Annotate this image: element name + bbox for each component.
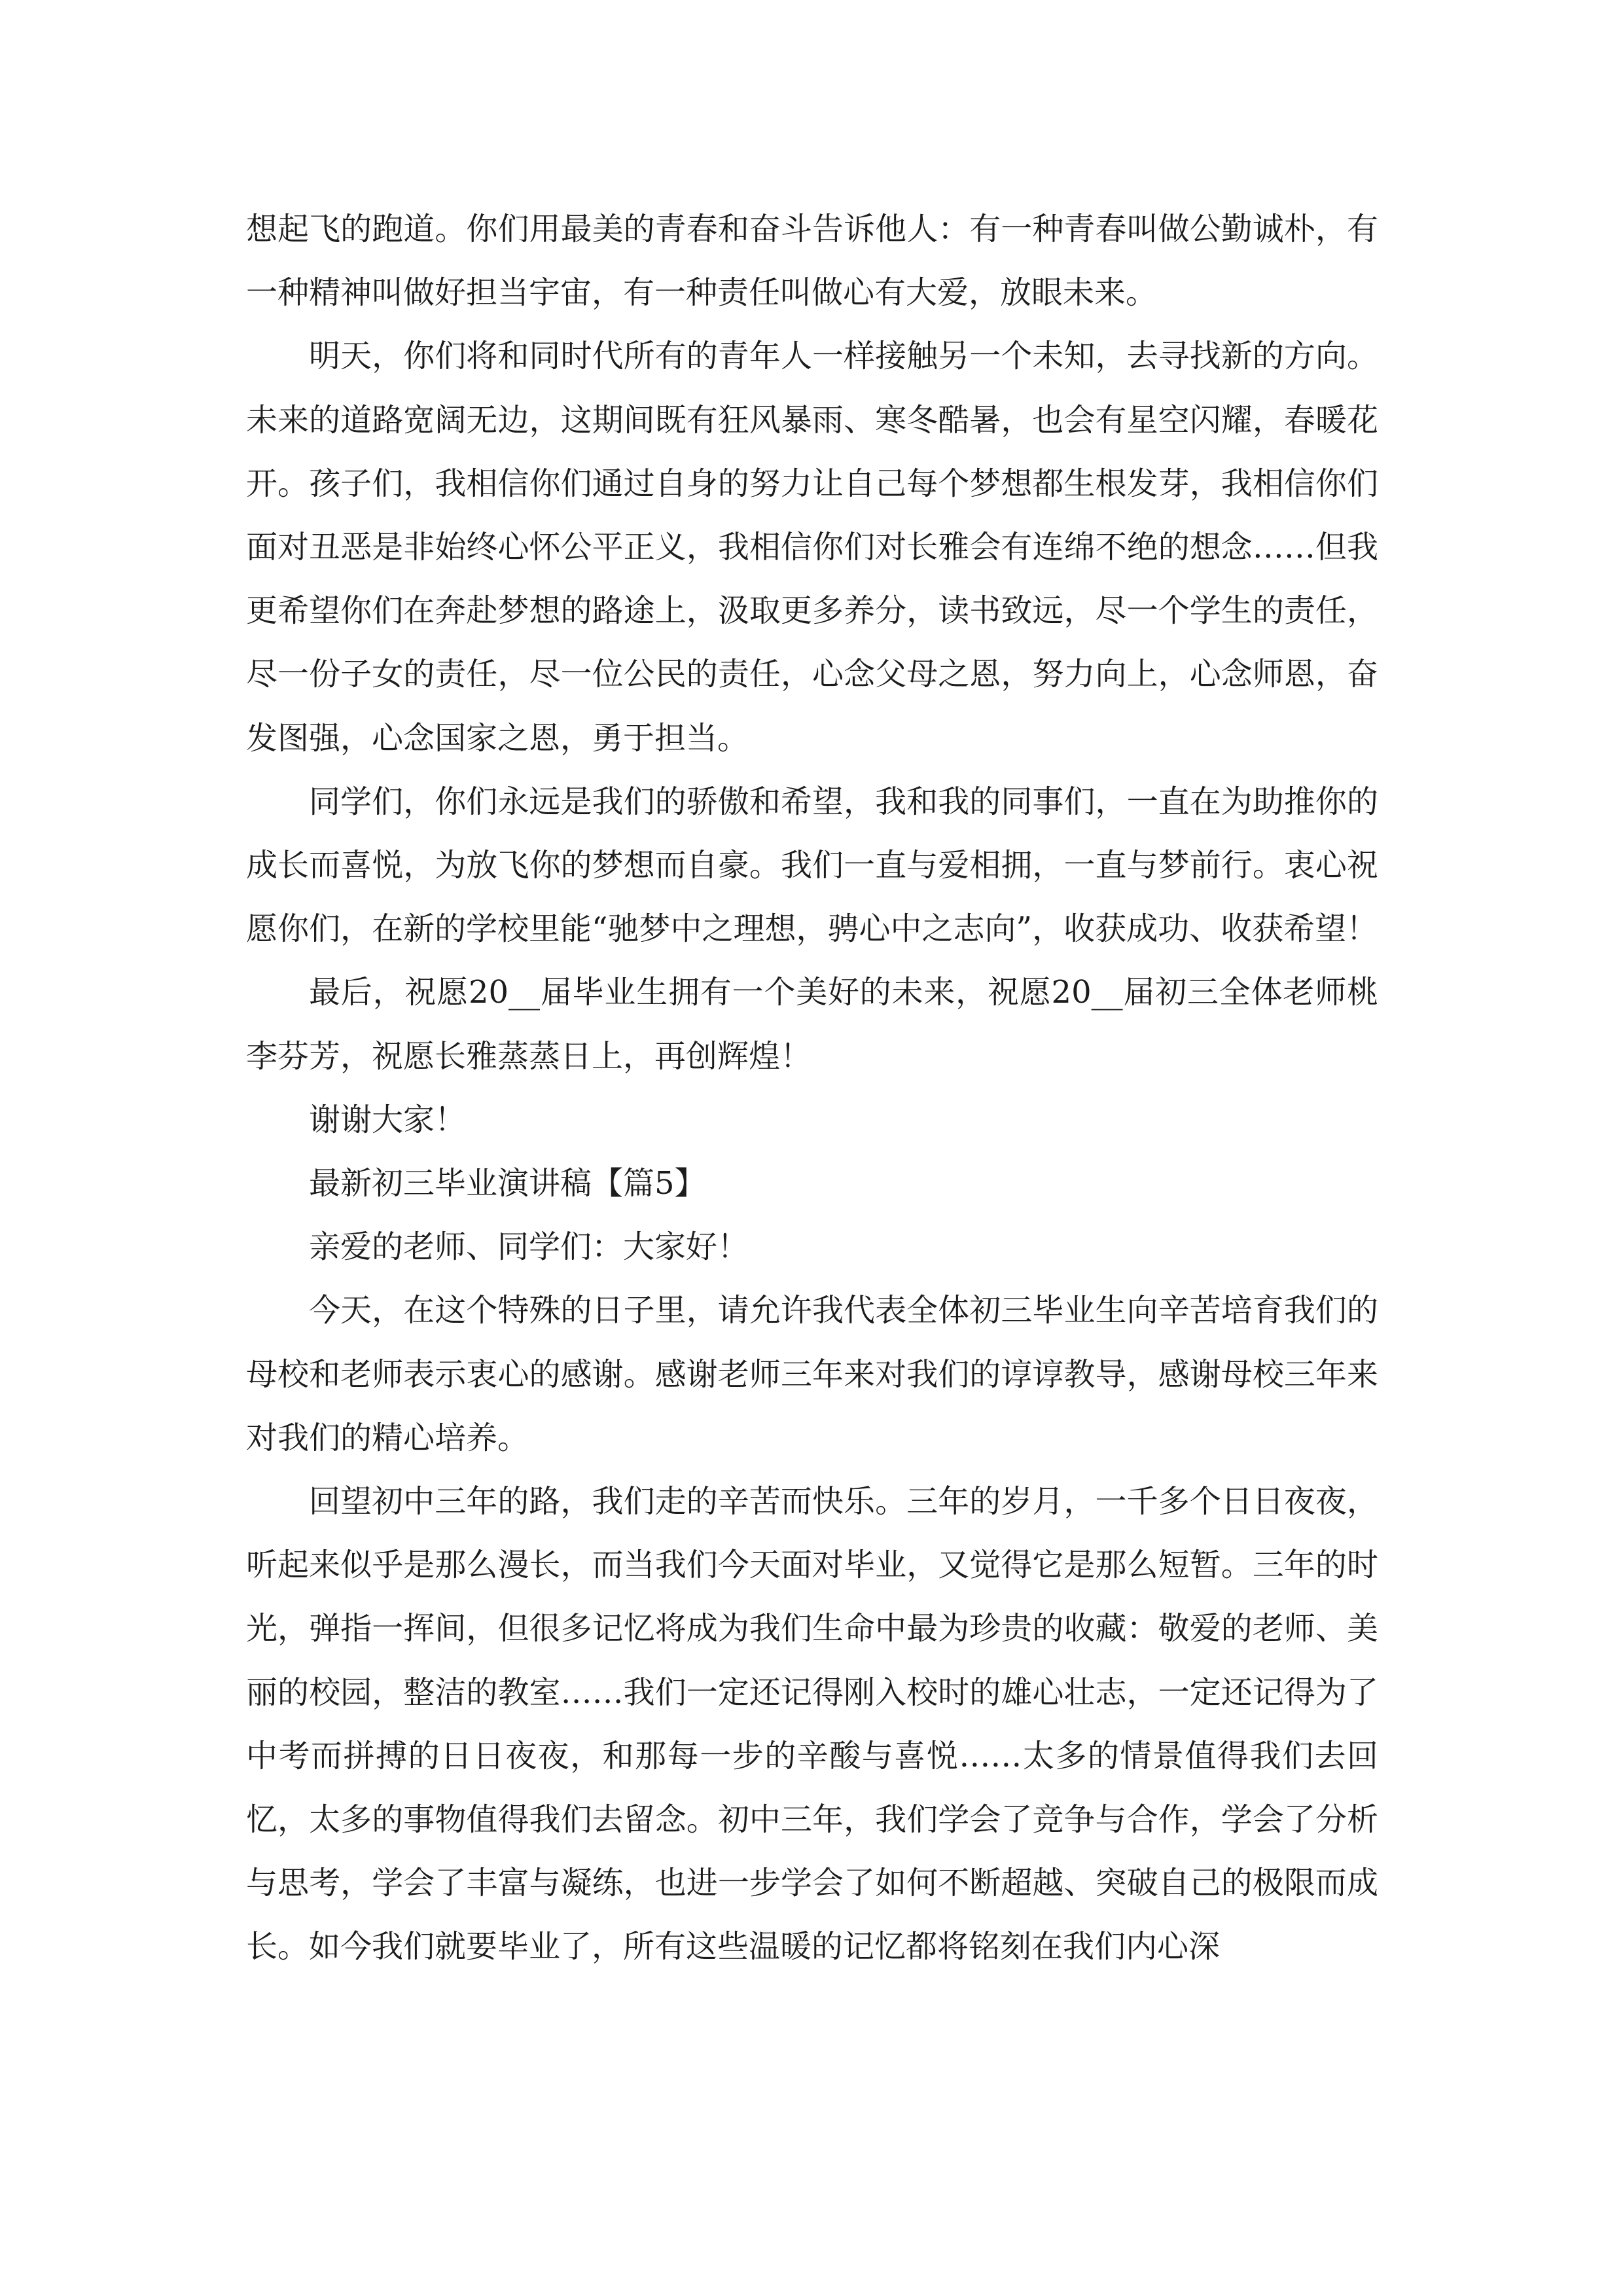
salutation: 亲爱的老师、同学们：大家好！ — [309, 1229, 749, 1266]
paragraph: 想起飞的跑道。你们用最美的青春和奋斗告诉他人：有一种青春叫做公勤诚朴，有一种精神叫做好担当宇宙，有一种责任叫做心有大爱，放眼未来。 — [246, 211, 1378, 312]
paragraph: 同学们，你们永远是我们的骄傲和希望，我和我的同事们，一直在为助推你的成长而喜悦，为放飞你的梦想而自豪。我们一直与爱相拥，一直与梦前行。衷心祝愿你们，在新的学校里能“驰梦中之理想，骋心中之志向”，收获成功、收获希望！ — [246, 783, 1378, 948]
document-body — [246, 198, 1378, 1979]
paragraph: 谢谢大家！ — [309, 1101, 467, 1138]
paragraph: 明天，你们将和同时代所有的青年人一样接触另一个未知，去寻找新的方向。未来的道路宽阔无边，这期间既有狂风暴雨、寒冬酷暑，也会有星空闪耀，春暖花开。孩子们，我相信你们通过自身的努力让自己每个梦想都生根发芽，我相信你们面对丑恶是非始终心怀公平正义，我相信你们对长雅会有连绵不绝的想念……但我更希望你们在奔赴梦想的路途上，汲取更多养分，读书致远，尽一个学生的责任，尽一份子女的责任，尽一位公民的责任，心念父母之恩，努力向上，心念师恩，奋发图强，心念国家之恩，勇于担当。 — [246, 338, 1378, 757]
paragraph: 最后，祝愿20__届毕业生拥有一个美好的未来，祝愿20__届初三全体老师桃李芬芳，祝愿长雅蒸蒸日上，再创辉煌！ — [246, 974, 1378, 1075]
paragraph: 今天，在这个特殊的日子里，请允许我代表全体初三毕业生向辛苦培育我们的母校和老师表示衷心的感谢。感谢老师三年来对我们的谆谆教导，感谢母校三年来对我们的精心培养。 — [246, 1292, 1378, 1456]
section-heading: 最新初三毕业演讲稿【篇5】 — [309, 1165, 706, 1202]
paragraph: 回望初中三年的路，我们走的辛苦而快乐。三年的岁月，一千多个日日夜夜，听起来似乎是那么漫长，而当我们今天面对毕业，又觉得它是那么短暂。三年的时光，弹指一挥间，但很多记忆将成为我们生命中最为珍贵的收藏：敬爱的老师、美丽的校园，整洁的教室……我们一定还记得刚入校时的雄心壮志，一定还记得为了中考而拼搏的日日夜夜，和那每一步的辛酸与喜悦……太多的情景值得我们去回忆，太多的事物值得我们去留念。初中三年，我们学会了竞争与合作，学会了分析与思考，学会了丰富与凝练，也进一步学会了如何不断超越、突破自己的极限而成长。如今我们就要毕业了，所有这些温暖的记忆都将铭刻在我们内心深 — [246, 1483, 1378, 1965]
